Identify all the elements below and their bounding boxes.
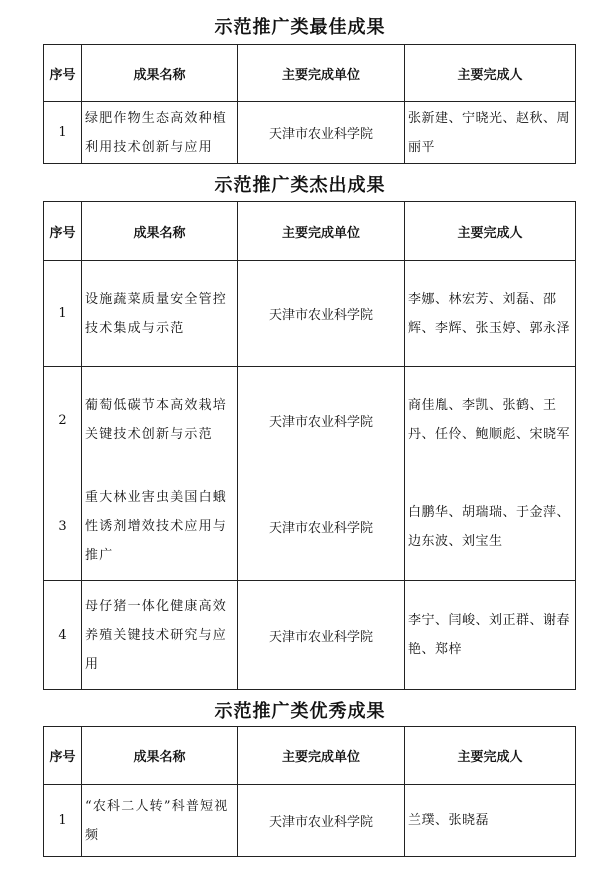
results-table-excellent [43,726,576,857]
table-header-row [44,45,576,102]
section-title-excellent: 示范推广类优秀成果 [214,701,386,722]
row-person: 商佳胤、李凯、张鹤、王丹、任伶、鲍顺彪、宋晓军 [405,367,576,474]
header-name: 成果名称 [82,727,238,785]
row-name: 绿肥作物生态高效种植利用技术创新与应用 [82,102,238,164]
row-unit: 天津市农业科学院 [238,785,405,857]
header-person: 主要完成人 [405,727,576,785]
table-header-row [44,202,576,261]
header-no: 序号 [44,727,82,785]
table-row [44,367,576,474]
row-person: 李娜、林宏芳、刘磊、邵辉、李辉、张玉婷、郭永泽 [405,261,576,367]
row-no: 4 [44,581,82,690]
header-person: 主要完成人 [405,202,576,261]
header-no: 序号 [44,202,82,261]
header-name: 成果名称 [82,45,238,102]
row-unit: 天津市农业科学院 [238,102,405,164]
results-table-best [43,44,576,164]
row-person: 张新建、宁晓光、赵秋、周丽平 [405,102,576,164]
row-unit: 天津市农业科学院 [238,474,405,581]
table-row [44,102,576,164]
section-title-outstanding: 示范推广类杰出成果 [214,175,386,196]
row-no: 2 [44,367,82,474]
table-row [44,785,576,857]
results-table-outstanding [43,201,576,690]
row-name: 母仔猪一体化健康高效养殖关键技术研究与应用 [82,581,238,690]
table-row [44,581,576,690]
row-person: 白鹏华、胡瑞瑞、于金萍、边东波、刘宝生 [405,474,576,581]
table-row [44,261,576,367]
row-no: 1 [44,785,82,857]
header-name: 成果名称 [82,202,238,261]
row-unit: 天津市农业科学院 [238,581,405,690]
header-no: 序号 [44,45,82,102]
table-header-row [44,727,576,785]
section-title-best: 示范推广类最佳成果 [214,17,386,38]
header-unit: 主要完成单位 [238,727,405,785]
header-unit: 主要完成单位 [238,45,405,102]
row-name: “农科二人转”科普短视频 [82,785,238,857]
row-person: 兰璞、张晓磊 [405,785,576,857]
header-person: 主要完成人 [405,45,576,102]
table-row [44,474,576,581]
header-unit: 主要完成单位 [238,202,405,261]
row-no: 1 [44,261,82,367]
row-unit: 天津市农业科学院 [238,367,405,474]
row-unit: 天津市农业科学院 [238,261,405,367]
row-name: 葡萄低碳节本高效栽培关键技术创新与示范 [82,367,238,474]
row-person: 李宁、闫峻、刘正群、谢春艳、郑梓 [405,581,576,690]
row-name: 设施蔬菜质量安全管控技术集成与示范 [82,261,238,367]
row-no: 1 [44,102,82,164]
row-name: 重大林业害虫美国白蛾性诱剂增效技术应用与推广 [82,474,238,581]
row-no: 3 [44,474,82,581]
